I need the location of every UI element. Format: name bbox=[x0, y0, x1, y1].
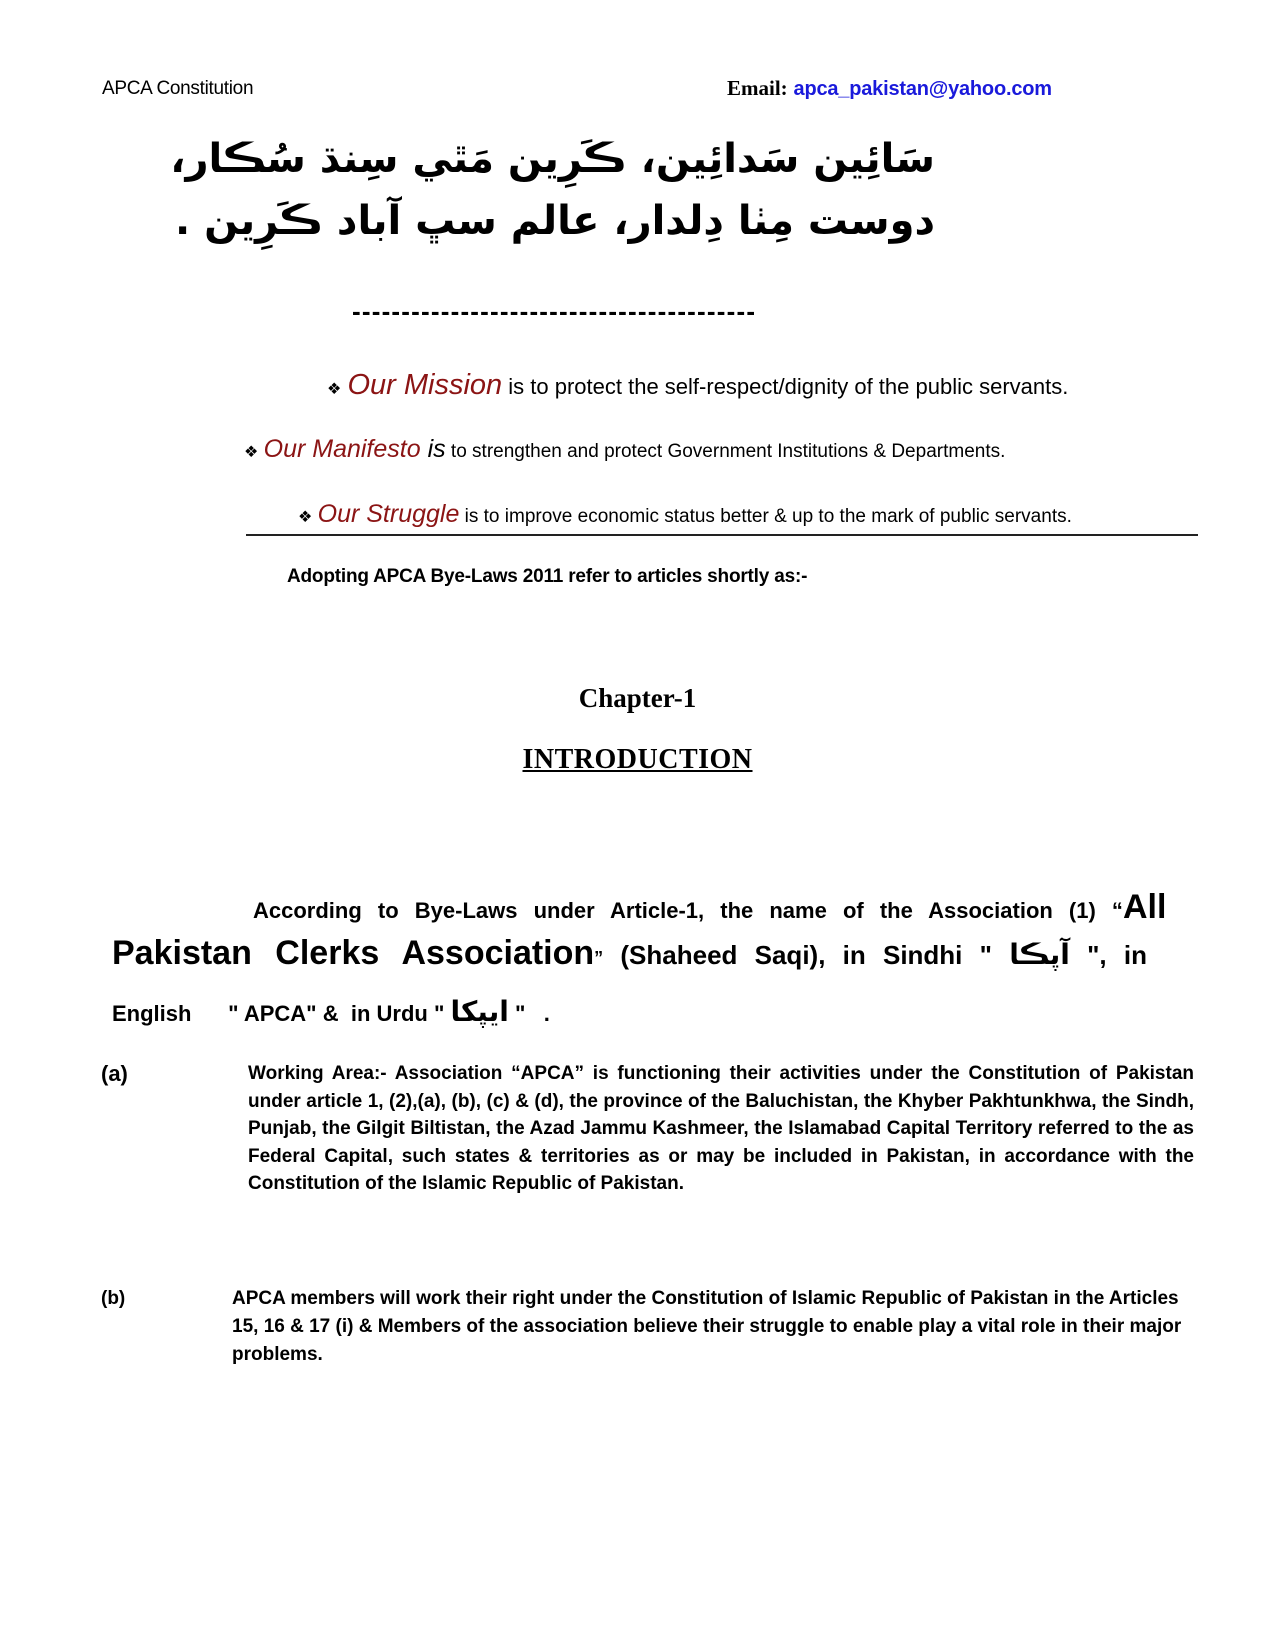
horizontal-rule bbox=[246, 534, 1198, 536]
email-header bbox=[727, 76, 1052, 101]
sindhi-prefix: in Sindhi " bbox=[825, 940, 1010, 970]
diamond-bullet-icon: ❖ bbox=[298, 509, 313, 526]
sindhi-name: آپڪا bbox=[1009, 938, 1070, 971]
introduction-heading: INTRODUCTION bbox=[522, 744, 753, 775]
english-urdu-prefix: English " APCA" & in Urdu " bbox=[112, 1001, 451, 1026]
chapter-heading bbox=[0, 744, 1275, 776]
motto-title: Our Mission bbox=[347, 369, 503, 401]
motto-text: is to improve economic status better & up to the mark of public servants. bbox=[459, 506, 1072, 527]
urdu-suffix: " . bbox=[508, 1001, 550, 1026]
item-label-a: (a) bbox=[101, 1061, 128, 1086]
email-label: Email: bbox=[727, 76, 788, 100]
motto-mission bbox=[327, 369, 1068, 402]
diamond-bullet-icon: ❖ bbox=[327, 381, 342, 398]
article1-line-1 bbox=[253, 888, 1166, 927]
association-name: Pakistan Clerks Association bbox=[112, 934, 595, 972]
item-text-a: Working Area:- Association “APCA” is functioning their activities under the Constitution of Pakistan under article 1, (2),(a), (b), (c) & (d), the province of the Baluchistan, the Khyber Pakhtunkhwa, the Sindh, Punjab, the Gilgit Biltistan, the Azad Jammu Kashmeer, the Islamabad Capital Territory referred to the as Federal Capital, such states & territories as or may be included in Pakistan, in accordance with the Constitution of the Islamic Republic of Pakistan. bbox=[248, 1063, 1194, 1194]
motto-text: to strengthen and protect Government Institutions & Departments. bbox=[445, 441, 1006, 462]
article1-line-2 bbox=[112, 934, 1147, 973]
document-title: APCA Constitution bbox=[102, 78, 254, 99]
motto-text: is to protect the self-respect/dignity of the public servants. bbox=[502, 374, 1069, 399]
sindhi-verse-line-2: دوست مِٺا دِلدار، عالم سڀ آباد ڪَرِين . bbox=[175, 198, 935, 244]
association-name-start: All bbox=[1122, 888, 1167, 926]
adopting-statement: Adopting APCA Bye-Laws 2011 refer to articles shortly as:- bbox=[287, 566, 808, 587]
article1-line-3 bbox=[112, 995, 550, 1028]
motto-manifesto bbox=[244, 435, 1005, 464]
sindhi-verse-line-1: سَائِين سَدائِين، ڪَرِين مَٿي سِنڌ سُڪار، bbox=[170, 136, 935, 182]
motto-title-suffix: is bbox=[420, 435, 446, 463]
item-text-b: APCA members will work their right under the Constitution of Islamic Republic of Pakistan in the Articles 15, 16 & 17 (i) & Members of the association believe their struggle to enable play a vital role in their major problems. bbox=[232, 1288, 1182, 1365]
close-quote: ” bbox=[594, 948, 604, 968]
dashed-separator: ----------------------------------------- bbox=[352, 296, 757, 326]
article1-text: According to Bye-Laws under Article-1, the name of the Association (1) “ bbox=[253, 898, 1123, 923]
chapter-title: Chapter-1 bbox=[578, 683, 697, 713]
motto-title: Our Struggle bbox=[317, 500, 460, 528]
shaheed-saqi: (Shaheed Saqi), bbox=[603, 940, 826, 970]
urdu-name: ایپکا bbox=[450, 995, 509, 1028]
diamond-bullet-icon: ❖ bbox=[244, 444, 259, 461]
sindhi-suffix: ", in bbox=[1069, 940, 1147, 970]
email-link[interactable]: apca_pakistan@yahoo.com bbox=[793, 78, 1052, 100]
item-label-b: (b) bbox=[101, 1288, 126, 1309]
motto-title: Our Manifesto bbox=[263, 435, 421, 463]
motto-struggle bbox=[298, 500, 1072, 529]
